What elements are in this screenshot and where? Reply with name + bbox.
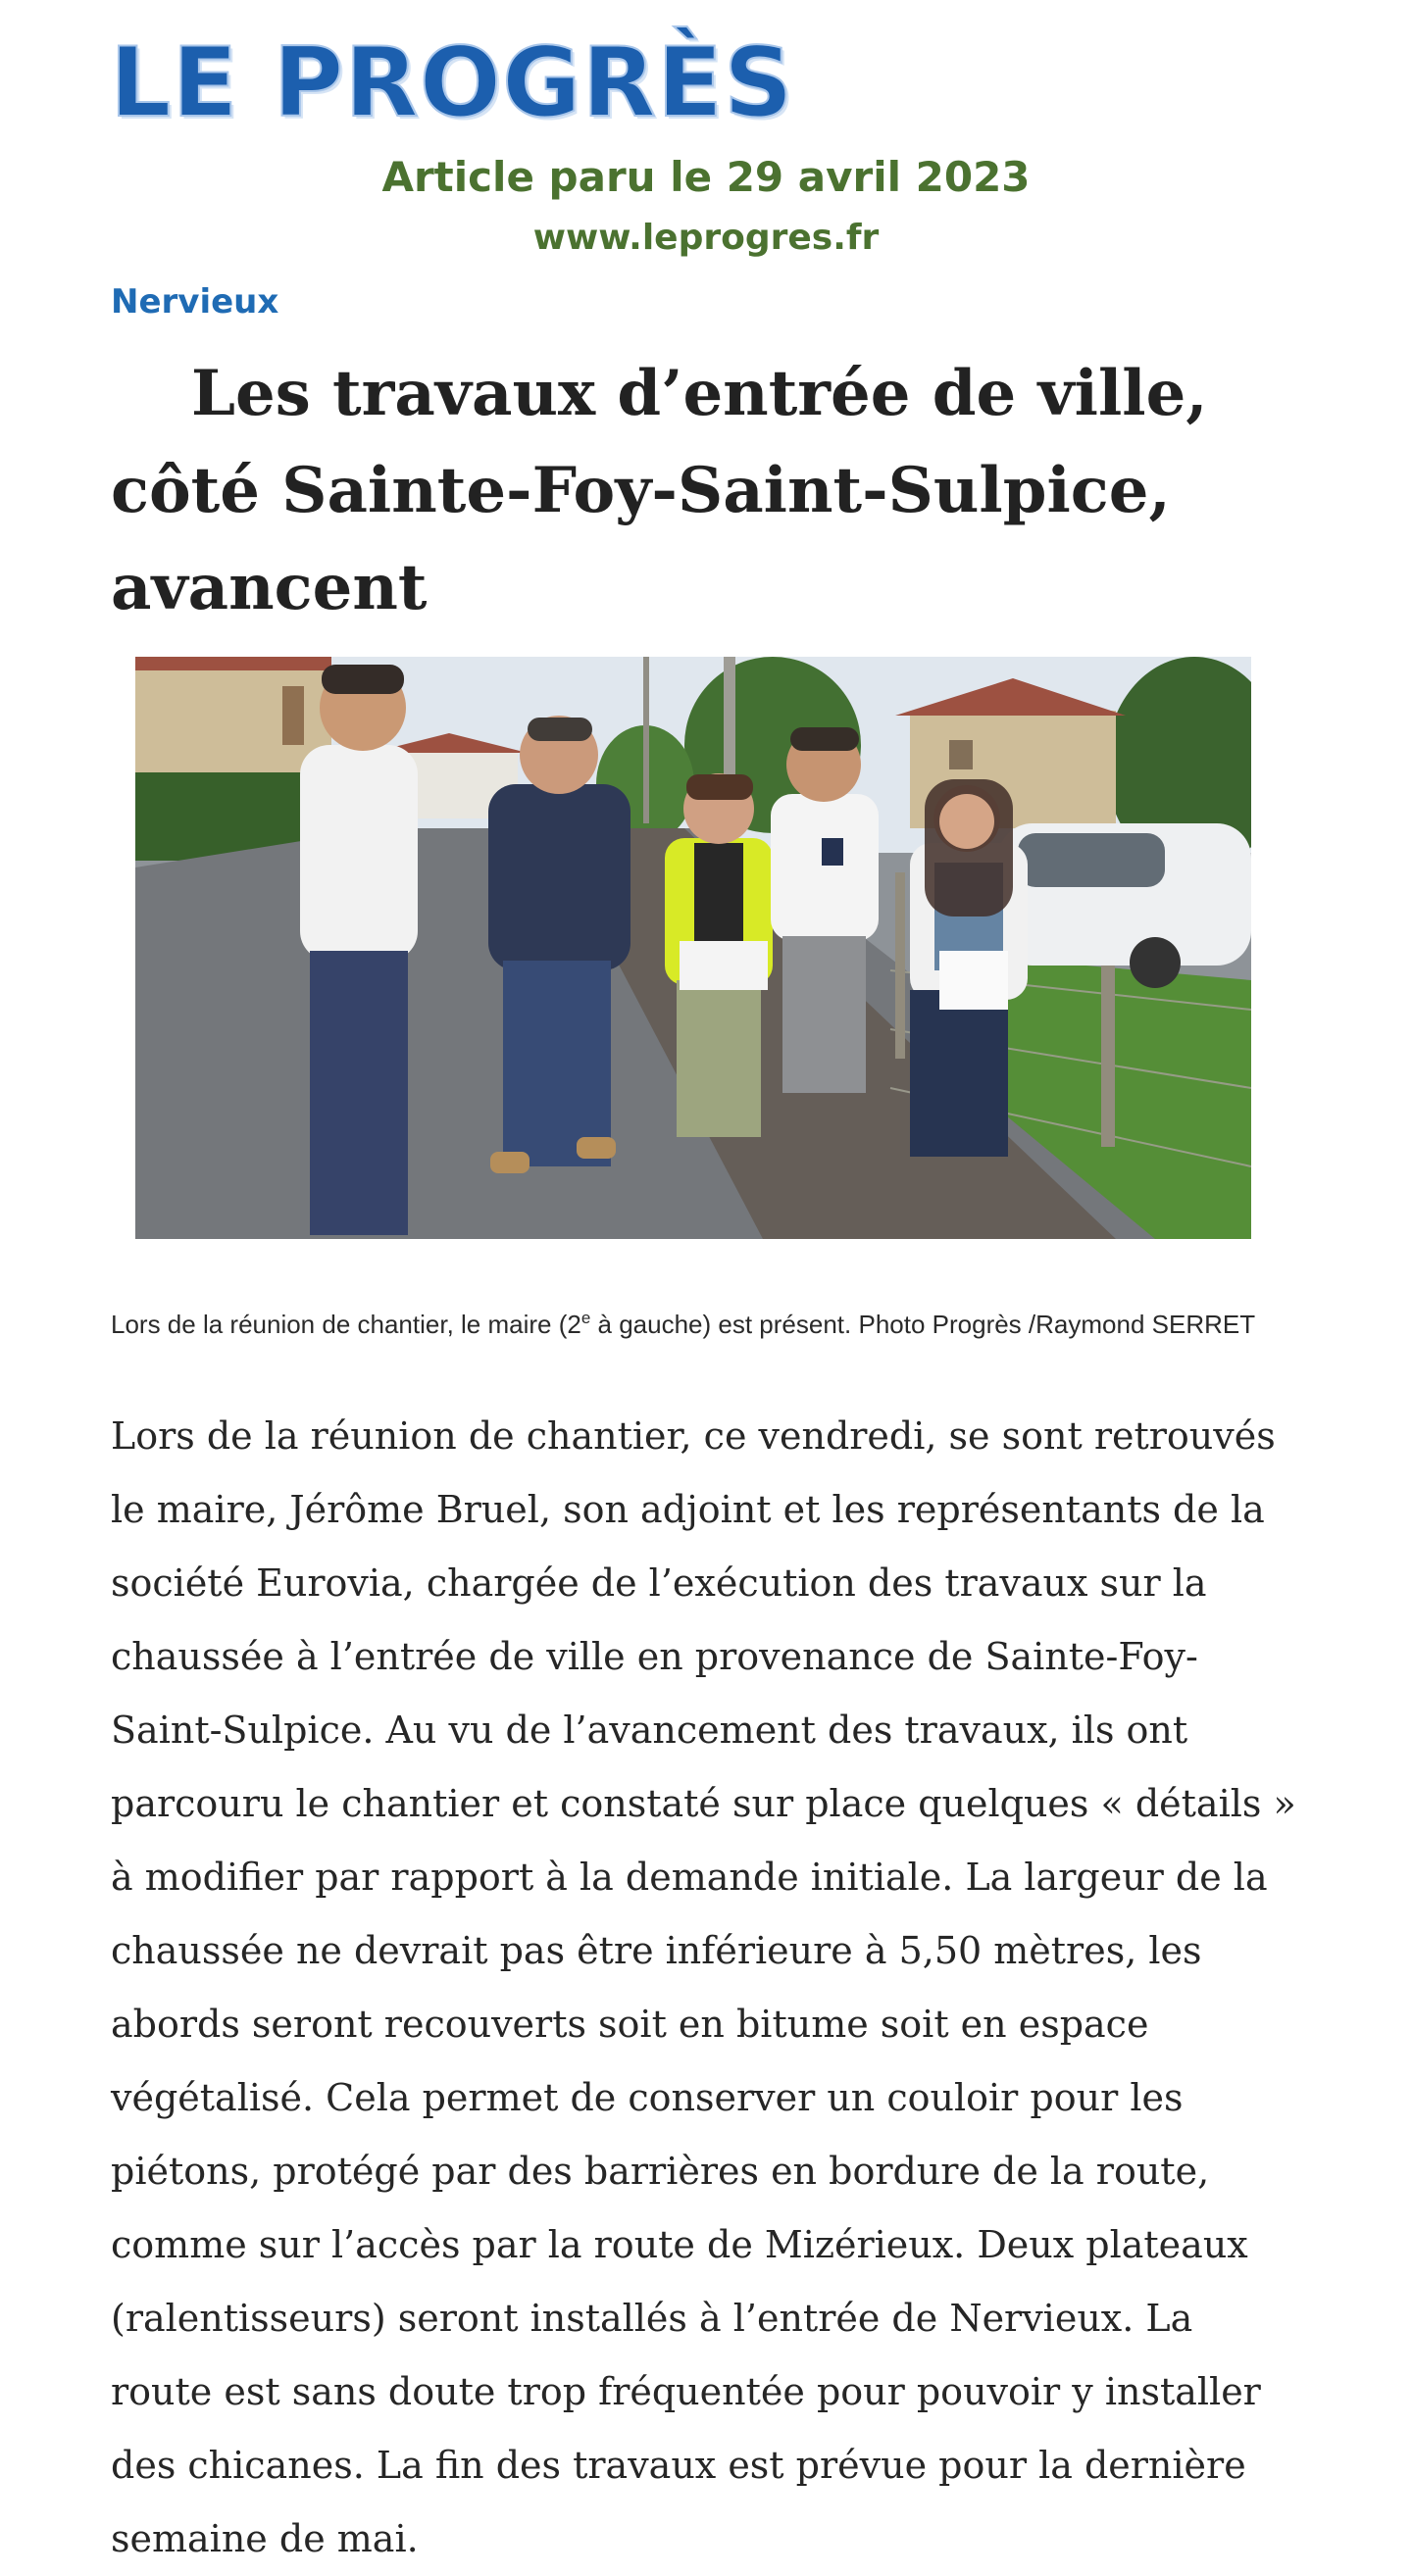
caption-superscript: e (580, 1309, 591, 1327)
photo-caption (111, 1304, 1307, 1345)
photo-illustration (135, 657, 1251, 1239)
publication-date: Article paru le 29 avril 2023 (381, 153, 1031, 201)
article-category: Nervieux (111, 282, 279, 322)
newspaper-logo: LE PROGRÈS (110, 27, 794, 139)
article-photo (135, 657, 1251, 1239)
caption-text-rest: à gauche) est présent. Photo Progrès /Raymond SERRET (590, 1310, 1256, 1339)
caption-text: Lors de la réunion de chantier, le maire (2 (111, 1310, 581, 1339)
website-link[interactable]: www.leprogres.fr (532, 218, 880, 258)
article-title: Les travaux d’entrée de ville, côté Sainte-Foy-Saint-Sulpice, avancent (111, 357, 1208, 624)
article-body: Lors de la réunion de chantier, ce vendredi, se sont retrouvés le maire, Jérôme Bruel, son adjoint et les représentants de la société Eurovia, chargée de l’exécution des travaux sur la chaussée à l’entrée de ville en provenance de Sainte-Foy-Saint-Sulpice. Au vu de l’avancement des travaux, ils ont parcouru le chantier et constaté sur place quelques « détails » à modifier par rapport à la demande initiale. La largeur de la chaussée ne devrait pas être inférieure à 5,50 mètres, les abords seront recouverts soit en bitume soit en espace végétalisé. Cela permet de conserver un couloir pour les piétons, protégé par des barrières en bordure de la route, comme sur l’accès par la route de Mizérieux. Deux plateaux (ralentisseurs) seront installés à l’entrée de Nervieux. La route est sans doute trop fréquentée pour pouvoir y installer des chicanes. La fin des travaux est prévue pour la dernière semaine de mai. (111, 1414, 1296, 2560)
